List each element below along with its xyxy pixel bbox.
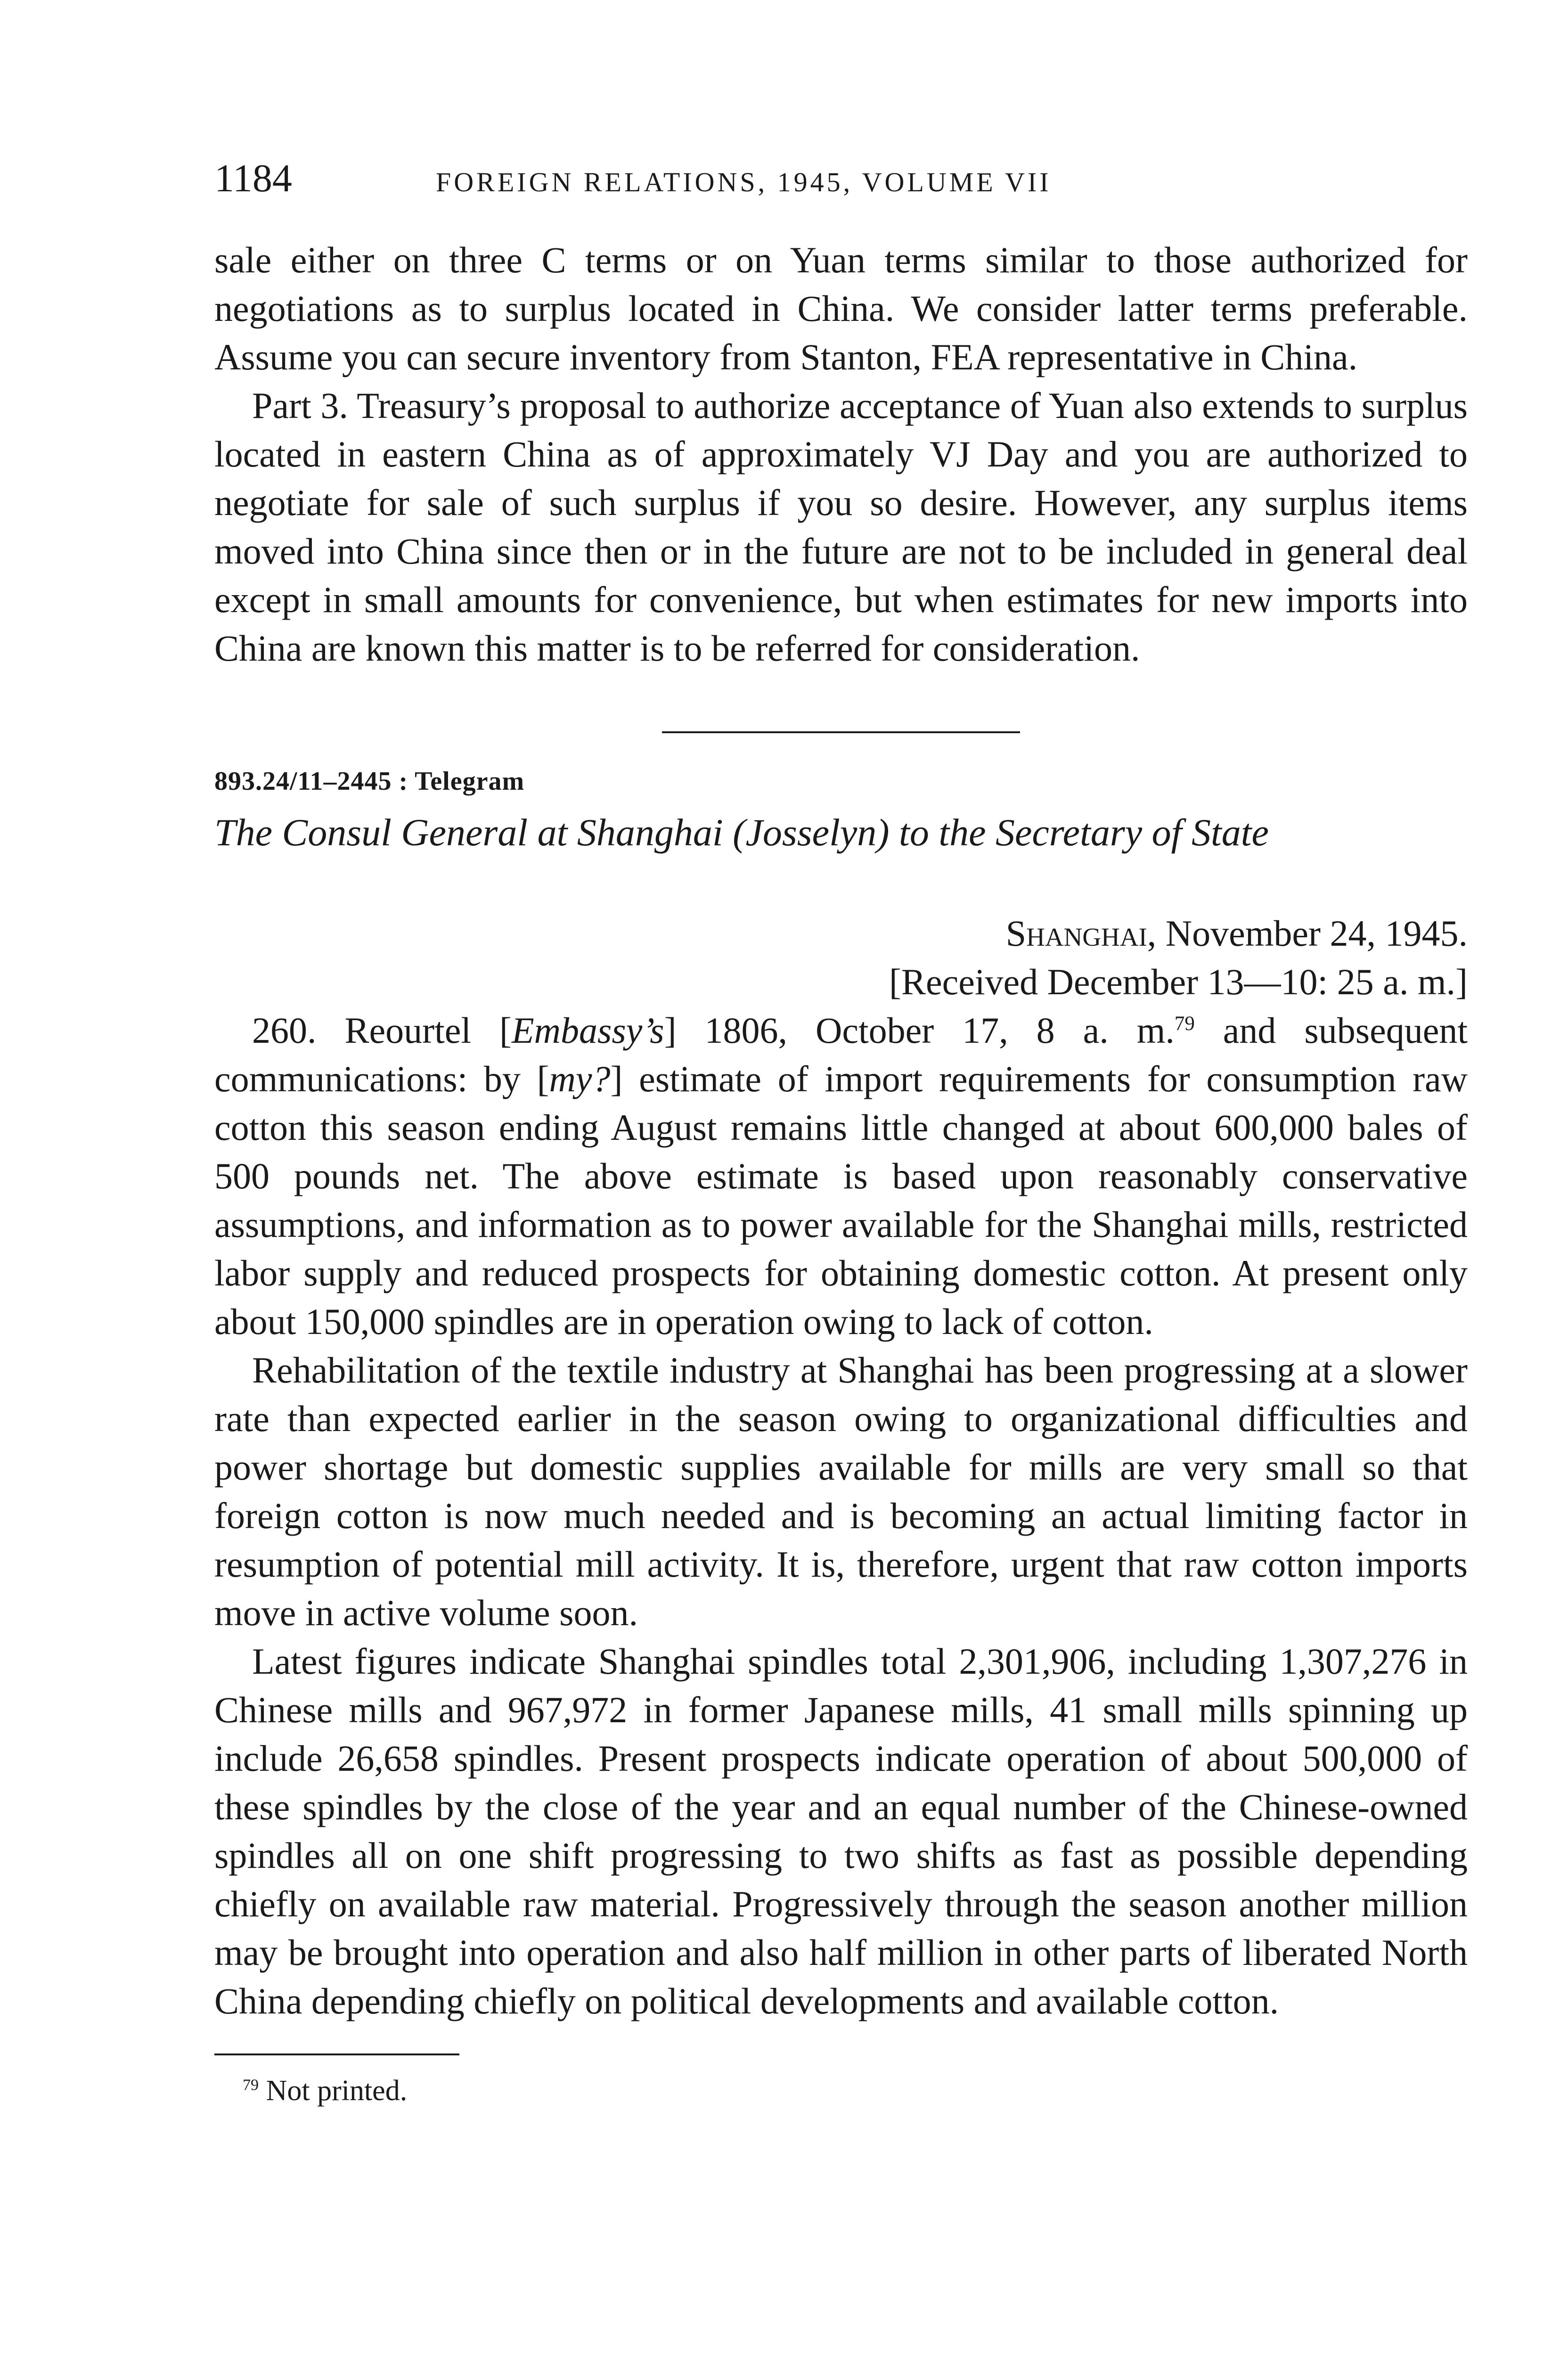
telegram-paragraph-1 [214,1006,1468,1346]
text-run: and subsequent communications: by [ [214,1010,1468,1099]
text-run-italic: my? [549,1058,611,1099]
text-run-italic: Embassy’s [512,1010,664,1051]
document-title: The Consul General at Shanghai (Josselyn) to the Secretary of State [214,811,1269,854]
telegram-paragraph-2: Rehabilitation of the textile industry at Shanghai has been progressing at a slower rate than expected earlier in the season owing to organizational difficulties and power shortage but domestic supplies available for mills are very small so that foreign cotton is now much needed and is becoming an actual limiting factor in resumption of potential mill activity. It is, therefore, urgent that raw cotton imports move in active volume soon. [214,1350,1468,1633]
page-number: 1184 [214,156,292,200]
footnote-number: 79 [243,2076,259,2094]
running-head [214,155,1468,207]
dateline-place: Shanghai, [1005,913,1157,954]
dateline [214,909,1468,957]
text-run: ] 1806, October 17, 8 a. m. [664,1010,1175,1051]
received-line: [Received December 13—10: 25 a. m.] [889,961,1468,1002]
text-run: ] estimate of import requirements for consumption raw cotton this season ending August remains little changed at about 600,000 bales of 500 pounds net. The above estimate is based upon reasonably conservative assumptions, and information as to power available for the Shanghai mills, restricted labor supply and reduced prospects for obtaining domestic cotton. At present only about 150,000 spindles are in operation owing to lack of cotton. [214,1058,1468,1342]
file-reference: 893.24/11–2445 : Telegram [214,767,525,796]
page [214,155,1468,2108]
footnote-divider [214,2053,459,2055]
footnote-ref: 79 [1174,1013,1195,1035]
continued-paragraph: sale either on three C terms or on Yuan terms similar to those authorized for negotiations as to surplus located in China. We consider latter terms preferable. Assume you can secure inventory from Stanton, FEA representative in China. [214,239,1468,377]
footnote [214,2074,1468,2108]
text-run: 260. Reourtel [ [252,1010,512,1051]
footnote-text: Not printed. [259,2075,408,2107]
section-divider [662,731,1020,733]
telegram-paragraph-3: Latest figures indicate Shanghai spindles total 2,301,906, including 1,307,276 in Chinese mills and 967,972 in former Japanese mills, 41 small mills spinning up include 26,658 spindles. Present prospects indicate operation of about 500,000 of these spindles by the close of the year and an equal number of the Chinese-owned spindles all on one shift progressing to two shifts as fast as possible depending chiefly on available raw material. Progressively through the season another million may be brought into operation and also half million in other parts of liberated North China depending chiefly on political developments and available cotton. [214,1641,1468,2021]
running-title: FOREIGN RELATIONS, 1945, VOLUME VII [436,167,1052,197]
dateline-date: November 24, 1945. [1165,913,1468,954]
paragraph-part-3: Part 3. Treasury’s proposal to authorize acceptance of Yuan also extends to surplus located in eastern China as of approximately VJ Day and you are authorized to negotiate for sale of such surplus if you so desire. However, any surplus items moved into China since then or in the future are not to be included in general deal except in small amounts for convenience, but when estimates for new imports into China are known this matter is to be referred for consideration. [214,385,1468,669]
